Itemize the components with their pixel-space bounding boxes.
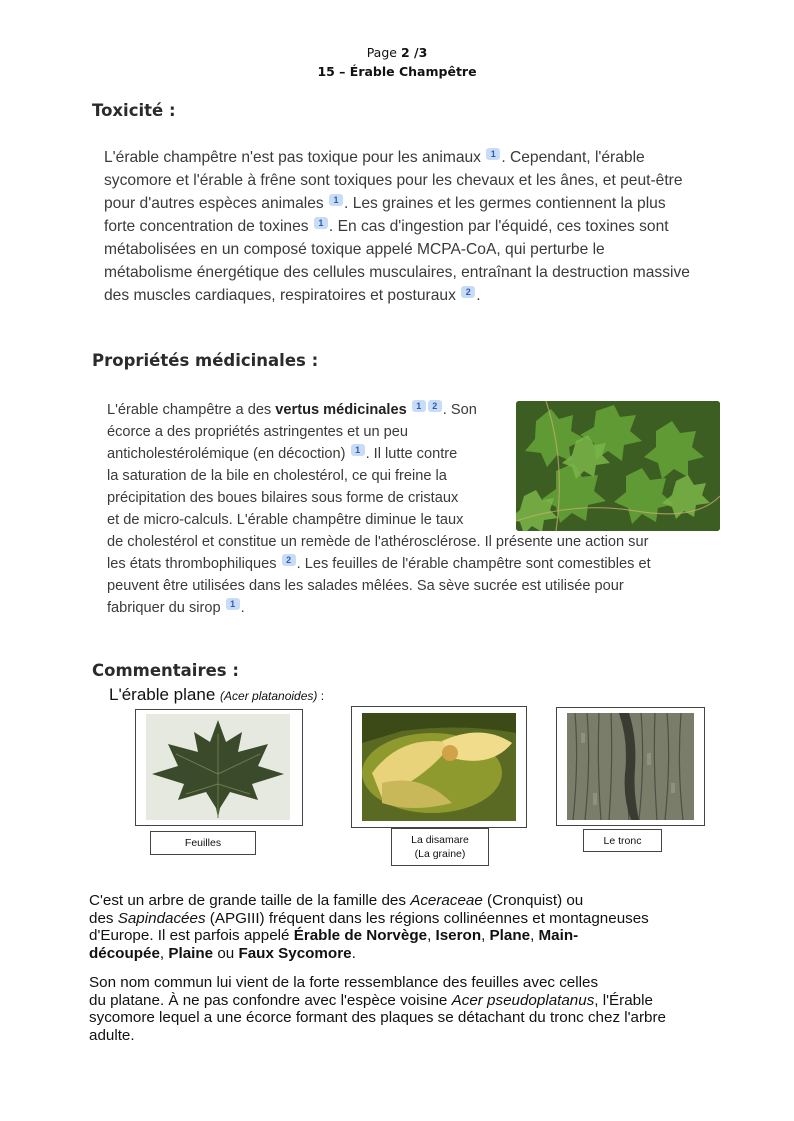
subtitle-erable-plane: L'érable plane (Acer platanoides) : <box>109 685 325 704</box>
samara-photo <box>362 713 516 821</box>
trunk-photo-frame <box>556 707 705 826</box>
seed-photo-frame <box>351 706 527 828</box>
section-heading-commentaires: Commentaires : <box>92 661 239 680</box>
citation-badge[interactable]: 2 <box>282 554 296 566</box>
toxicite-line: des muscles cardiaques, respiratoires et posturaux 2 . <box>104 287 481 304</box>
citation-badge[interactable]: 1 <box>486 148 500 160</box>
toxicite-text <box>104 146 764 307</box>
document-title: 15 – Érable Champêtre <box>317 64 477 79</box>
caption-tronc: Le tronc <box>583 829 662 852</box>
citation-badge[interactable]: 1 <box>351 444 365 456</box>
maple-foliage-photo <box>516 401 720 531</box>
toxicite-line: sycomore et l'érable à frêne sont toxiques pour les chevaux et les ânes, et peut-être <box>104 172 683 189</box>
toxicite-line: L'érable champêtre n'est pas toxique pour les animaux 1 . Cependant, l'érable <box>104 149 645 166</box>
citation-badge[interactable]: 1 <box>329 194 343 206</box>
toxicite-line: forte concentration de toxines 1 . En cas d'ingestion par l'équidé, ces toxines sont <box>104 218 669 235</box>
maple-leaf-photo <box>146 714 290 820</box>
description-paragraph-2: Son nom commun lui vient de la forte ressemblance des feuilles avec celles du platane. À ne pas confondre avec l'espèce voisine Acer pseudoplatanus, l'Érable sycomore lequel a une écorce formant des plaques se détachant du tronc chez l'arbre adulte. <box>89 974 666 1044</box>
page-number: Page 2 /3 <box>366 45 428 60</box>
caption-graine: La disamare (La graine) <box>391 828 489 866</box>
toxicite-line: métabolisme énergétique des cellules musculaires, entraînant la destruction massive <box>104 264 690 281</box>
trunk-bark-photo <box>567 713 694 820</box>
toxicite-line: pour d'autres espèces animales 1 . Les graines et les germes contiennent la plus <box>104 195 666 212</box>
citation-badge[interactable]: 2 <box>428 400 442 412</box>
citation-badge[interactable]: 1 <box>226 598 240 610</box>
leaf-photo-frame <box>135 709 303 826</box>
toxicite-line: métabolisées en un composé toxique appelé MCPA-CoA, qui perturbe le <box>104 241 605 258</box>
section-heading-toxicite: Toxicité : <box>92 101 176 120</box>
citation-badge[interactable]: 1 <box>314 217 328 229</box>
citation-badge[interactable]: 1 <box>412 400 426 412</box>
proprietes-text: L'érable champêtre a des vertus médicinales 1 2 . Son écorce a des propriétés astringentes et un peu anticholestérolémique (en décoction) 1 . Il lutte contre la saturation de la bile en cholestérol, ce qui freine la précipitation des boues bilaires sous forme de cristaux et de micro-calculs. L'érable champêtre diminue le taux de cholestérol et constitue un remède de l'athérosclérose. Il présente une action sur les états thrombophiliques 2 . Les feuilles de l'érable champêtre sont comestibles et peuvent être utilisées dans les salades mêlées. Sa sève sucrée est utilisée pour fabriquer du sirop 1 . <box>107 401 651 616</box>
section-heading-proprietes: Propriétés médicinales : <box>92 351 319 370</box>
description-paragraph-1: C'est un arbre de grande taille de la famille des Aceraceae (Cronquist) ou des Sapindacées (APGIII) fréquent dans les régions collinéennes et montagneuses d'Europe. Il est parfois appelé Érable de Norvège, Iseron, Plane, Main- découpée, Plaine ou Faux Sycomore. <box>89 892 649 962</box>
caption-feuilles: Feuilles <box>150 831 256 855</box>
citation-badge[interactable]: 2 <box>461 286 475 298</box>
